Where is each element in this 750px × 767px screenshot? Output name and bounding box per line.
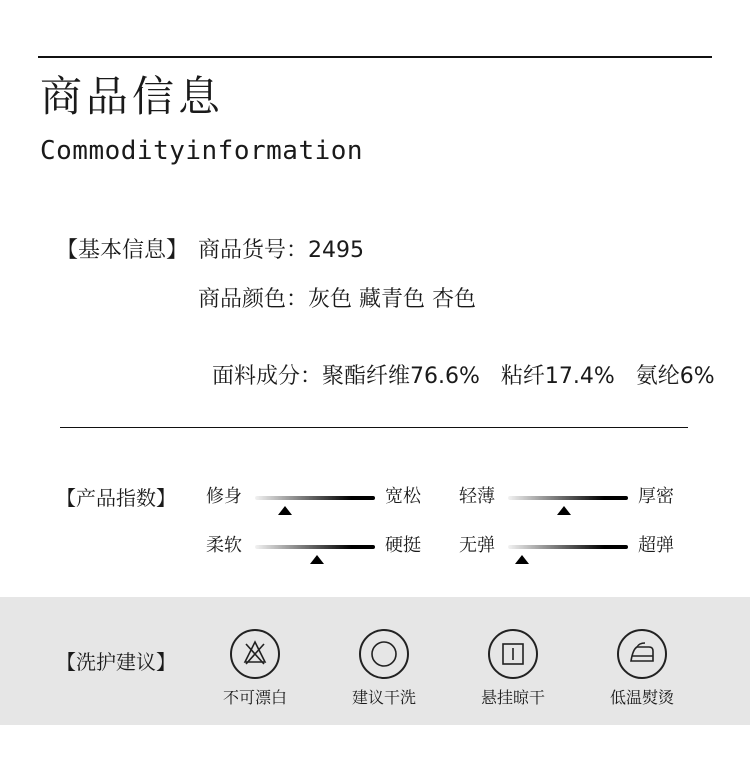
scale-marker [278,506,292,515]
no-bleach-icon [230,629,280,679]
care-item-text: 建议干洗 [351,688,416,707]
scale-marker [557,506,571,515]
page-title: 商品信息 [40,72,225,121]
scale-bar [255,496,375,500]
info-key: 商品货号： [198,238,309,263]
low-iron-icon [617,629,667,679]
scale-right-label: 宽松 [385,486,421,507]
scale-marker [515,555,529,564]
info-key: 商品颜色： [198,287,309,312]
info-key: 面料成分： [212,364,323,389]
dry-clean-icon [359,629,409,679]
info-row-color [198,286,476,314]
top-divider [38,56,712,58]
scale-bar [508,496,628,500]
scale-bar [255,545,375,549]
care-item-text: 悬挂晾干 [480,688,545,707]
product-index-label: 【产品指数】 [56,486,176,510]
care-item-text: 不可漂白 [222,688,287,707]
page-subtitle: Commodityinformation [40,136,364,166]
info-value: 2495 [308,238,365,263]
scale-left-label: 柔软 [206,535,242,556]
scale-left-label: 轻薄 [459,486,495,507]
scale-marker [310,555,324,564]
care-label: 【洗护建议】 [56,650,176,674]
info-value: 聚酯纤维76.6% 粘纤17.4% 氨纶6% [322,364,715,389]
info-row-sku [198,237,364,265]
mid-divider [60,427,688,428]
scale-left-label: 无弹 [459,535,495,556]
scale-right-label: 厚密 [638,486,674,507]
scale-bar [508,545,628,549]
info-row-fabric [198,335,715,391]
care-item-text: 低温熨烫 [609,688,674,707]
hang-dry-icon [488,629,538,679]
scale-right-label: 超弹 [638,535,674,556]
basic-info-label: 【基本信息】 [56,238,189,263]
scale-left-label: 修身 [206,486,242,507]
scale-right-label: 硬挺 [385,535,421,556]
info-value: 灰色 藏青色 杏色 [308,287,477,312]
